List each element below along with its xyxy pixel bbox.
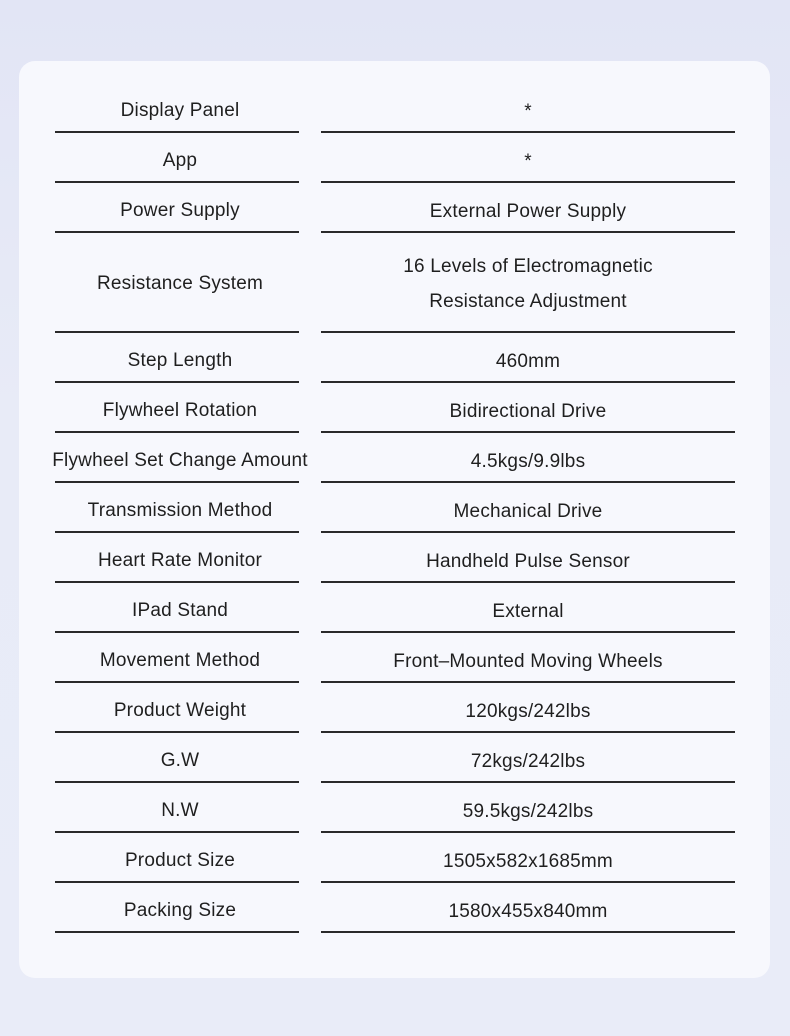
spec-value: 1505x582x1685mm: [443, 850, 613, 872]
spec-value-line: 16 Levels of Electromagnetic: [403, 255, 653, 277]
row-divider: [55, 331, 299, 333]
row-divider: [55, 231, 299, 233]
spec-label: G.W: [160, 750, 200, 771]
spec-row-power-supply: [19, 191, 770, 231]
row-divider: [321, 631, 735, 633]
spec-row-heart-rate-monitor: [19, 541, 770, 581]
spec-value: *: [524, 150, 532, 172]
spec-value: External Power Supply: [429, 200, 627, 222]
spec-label: N.W: [161, 800, 199, 821]
spec-label: Product Size: [124, 850, 236, 871]
spec-label: Flywheel Rotation: [102, 400, 258, 421]
row-divider: [321, 881, 735, 883]
row-divider: [55, 781, 299, 783]
spec-label: Packing Size: [123, 900, 237, 921]
spec-value-line: Resistance Adjustment: [429, 290, 627, 312]
spec-value: 1580x455x840mm: [448, 900, 608, 922]
row-divider: [321, 231, 735, 233]
row-divider: [321, 431, 735, 433]
spec-value: External: [492, 600, 564, 622]
spec-row-gross-weight: [19, 741, 770, 781]
spec-value: 460mm: [495, 350, 561, 372]
spec-label: Heart Rate Monitor: [97, 550, 263, 571]
row-divider: [55, 631, 299, 633]
row-divider: [55, 881, 299, 883]
spec-value: Front–Mounted Moving Wheels: [393, 650, 663, 672]
row-divider: [321, 581, 735, 583]
row-divider: [321, 331, 735, 333]
spec-label: Display Panel: [120, 100, 240, 121]
row-divider: [55, 831, 299, 833]
spec-label: Movement Method: [99, 650, 261, 671]
row-divider: [55, 681, 299, 683]
spec-label: Product Weight: [113, 700, 247, 721]
row-divider: [321, 831, 735, 833]
spec-value: 120kgs/242lbs: [465, 700, 591, 722]
row-divider: [321, 681, 735, 683]
spec-value: 72kgs/242lbs: [470, 750, 586, 772]
row-divider: [55, 181, 299, 183]
spec-row-ipad-stand: [19, 591, 770, 631]
row-divider: [55, 481, 299, 483]
spec-value: Handheld Pulse Sensor: [426, 550, 630, 572]
spec-label: Flywheel Set Change Amount: [52, 450, 308, 471]
row-divider: [321, 781, 735, 783]
spec-row-net-weight: [19, 791, 770, 831]
row-divider: [55, 731, 299, 733]
spec-row-packing-size: [19, 891, 770, 931]
row-divider: [321, 531, 735, 533]
spec-label: Resistance System: [96, 272, 263, 294]
row-divider: [321, 931, 735, 933]
spec-row-product-size: [19, 841, 770, 881]
spec-label: Power Supply: [120, 200, 240, 221]
spec-row-movement-method: [19, 641, 770, 681]
spec-row-resistance-system: [19, 241, 770, 331]
spec-value: *: [524, 100, 532, 122]
row-divider: [55, 931, 299, 933]
row-divider: [55, 131, 299, 133]
row-divider: [321, 181, 735, 183]
row-divider: [321, 381, 735, 383]
spec-row-step-length: [19, 341, 770, 381]
spec-label: App: [162, 150, 198, 171]
spec-value: Bidirectional Drive: [449, 400, 607, 422]
spec-label: IPad Stand: [131, 600, 229, 621]
spec-row-transmission-method: [19, 491, 770, 531]
spec-row-product-weight: [19, 691, 770, 731]
row-divider: [55, 381, 299, 383]
spec-row-app: [19, 141, 770, 181]
spec-value: 4.5kgs/9.9lbs: [470, 450, 586, 472]
spec-row-flywheel-rotation: [19, 391, 770, 431]
row-divider: [321, 481, 735, 483]
spec-label: Transmission Method: [87, 500, 273, 521]
spec-label: Step Length: [127, 350, 233, 371]
row-divider: [321, 731, 735, 733]
row-divider: [55, 581, 299, 583]
spec-row-flywheel-set-change-amount: [19, 441, 770, 481]
row-divider: [55, 431, 299, 433]
row-divider: [321, 131, 735, 133]
spec-value: [321, 241, 735, 326]
spec-row-display-panel: [19, 91, 770, 131]
spec-card: [19, 61, 770, 978]
spec-value: 59.5kgs/242lbs: [462, 800, 594, 822]
row-divider: [55, 531, 299, 533]
spec-value: Mechanical Drive: [453, 500, 603, 522]
